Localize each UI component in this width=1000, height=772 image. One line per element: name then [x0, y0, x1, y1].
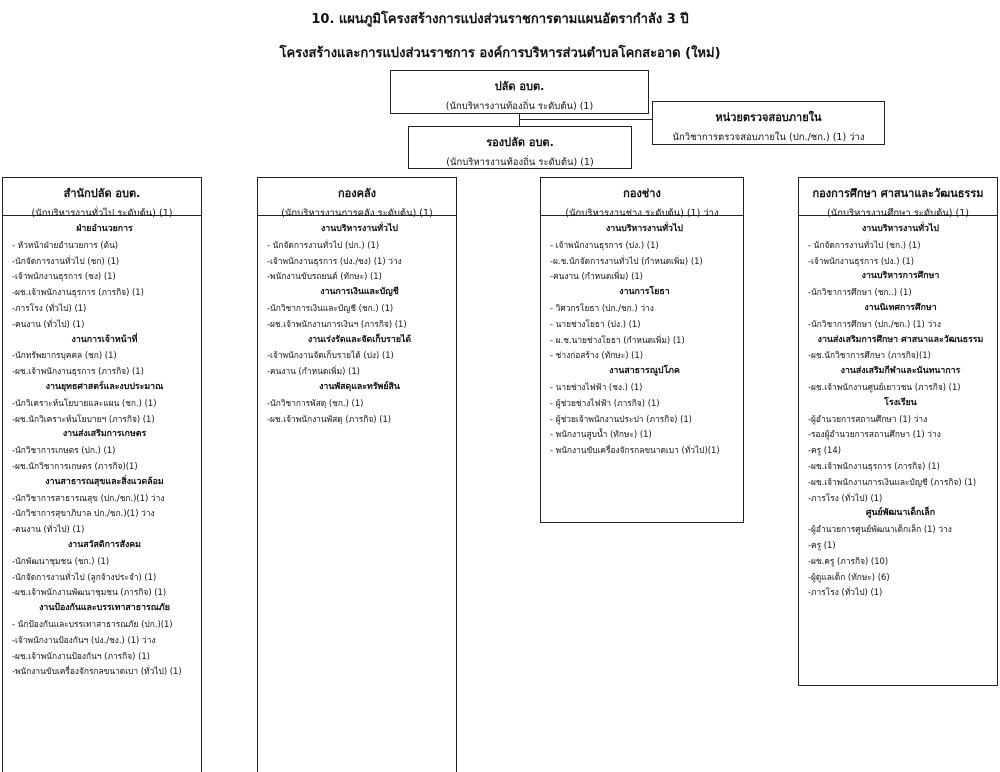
position-item: -ผช.นักวิเคราะห์นโยบายฯ (ภารกิจ) (1) [12, 413, 155, 424]
column-subtitle: (นักบริหารงานศึกษา ระดับต้น) (1) [827, 208, 969, 219]
position-item: -เจ้าพนักงานป้องกันฯ (ปง./ชง.) (1) ว่าง [12, 634, 156, 645]
section-heading: งานบริหารการศึกษา [861, 271, 940, 282]
section-heading: งานยุทธศาสตร์และงบประมาณ [45, 381, 164, 392]
section-heading: โรงเรียน [884, 397, 917, 408]
column-title: กองช่าง [623, 187, 661, 200]
chart-subtitle: โครงสร้างและการแบ่งส่วนราชการ องค์การบริหารส่วนตำบลโคกสะอาด (ใหม่) [279, 46, 721, 61]
section-heading: งานการโยธา [619, 287, 670, 298]
rong-box [408, 126, 632, 169]
column-subtitle: (นักบริหารงานทั่วไป ระดับต้น) (1) [31, 208, 173, 219]
position-item: -ผช.เจ้าพนักงานธุรการ (ภารกิจ) (1) [12, 287, 144, 298]
position-item: -ครู (14) [808, 445, 841, 456]
audit-title: หน่วยตรวจสอบภายใน [715, 111, 822, 124]
section-heading: งานบริหารงานทั่วไป [320, 224, 398, 234]
position-item: -ผช.เจ้าพนักงานธุรการ (ภารกิจ) (1) [12, 366, 144, 377]
position-item: - พนักงานขับเครื่องจักรกลขนาดเบา (ทั่วไป)(1) [550, 445, 720, 456]
position-item: -นักวิชาการศึกษา (ปก./ชก.) (1) ว่าง [808, 318, 941, 329]
section-heading: งานบริหารงานทั่วไป [605, 224, 683, 234]
section-heading: งานเร่งรัดและจัดเก็บรายได้ [307, 334, 412, 345]
position-item: -ผช.เจ้าพนักงานพัสดุ (ภารกิจ) (1) [267, 413, 392, 424]
position-item: -นักพัฒนาชุมชน (ชก.) (1) [12, 555, 110, 566]
rong-title: รองปลัด อบต. [486, 136, 554, 149]
position-item: -ผู้อำนวยการสถานศึกษา (1) ว่าง [808, 413, 928, 424]
section-heading: งานส่งเสริมการศึกษา ศาสนาและวัฒนธรรม [817, 334, 984, 345]
position-item: - นายช่างโยธา (ปง.) (1) [550, 318, 641, 329]
position-item: -คนงาน (ทั่วไป) (1) [12, 318, 85, 329]
position-item: -ผช.นักวิชาการศึกษา (ภารกิจ)(1) [808, 350, 931, 361]
position-item: -ผู้อำนวยการศูนย์พัฒนาเด็กเล็ก (1) ว่าง [808, 524, 952, 535]
position-item: -ภารโรง (ทั่วไป) (1) [808, 492, 883, 503]
position-item: - เจ้าพนักงานธุรการ (ปง.) (1) [550, 239, 659, 250]
rong-sub: (นักบริหารงานท้องถิ่น ระดับต้น) (1) [446, 157, 594, 168]
position-item: -ผช.ครู (ภารกิจ) (10) [808, 555, 889, 566]
position-item: - หัวหน้าฝ่ายอำนวยการ (ต้น) [12, 239, 119, 250]
connector-audit [519, 119, 652, 120]
position-item: -ผ.ช.นักจัดการงานทั่วไป (กำหนดเพิ่ม) (1) [550, 255, 703, 266]
column-title: กองการศึกษา ศาสนาและวัฒนธรรม [812, 187, 984, 200]
column-header [799, 178, 997, 219]
position-item: - วิศวกรโยธา (ปก./ชก.) ว่าง [550, 302, 654, 313]
position-item: -ภารโรง (ทั่วไป) (1) [808, 587, 883, 598]
section-heading: งานนิเทศการศึกษา [864, 302, 937, 313]
column-title: กองคลัง [337, 187, 377, 200]
position-item: -เจ้าพนักงานจัดเก็บรายได้ (ปง) (1) [267, 350, 394, 361]
section-heading: งานสาธารณูปโภค [609, 366, 680, 377]
position-item: -นักจัดการงานทั่วไป (ลูกจ้างประจำ) (1) [12, 571, 157, 582]
column-body [799, 216, 997, 601]
position-item: -คนงาน (ทั่วไป) (1) [12, 524, 85, 535]
position-item: -รองผู้อำนวยการสถานศึกษา (1) ว่าง [808, 429, 941, 440]
position-item: -นักวิชาการสาธารณสุข (ปก./ชก.)(1) ว่าง [12, 492, 165, 503]
palad-box [390, 70, 649, 114]
section-heading: งานส่งเสริมการเกษตร [62, 429, 147, 440]
section-heading: งานสาธารณสุขและสิ่งแวดล้อม [45, 476, 164, 487]
position-item: -นักจัดการงานทั่วไป (ชก) (1) [12, 255, 120, 266]
position-item: -นักวิชาการเงินและบัญชี (ชก.) (1) [267, 302, 394, 313]
position-item: -พนักงานขับเครื่องจักรกลขนาดเบา (ทั่วไป) (1) [12, 666, 182, 677]
connector-palad-rong [519, 114, 520, 126]
position-item: -ผช.นักวิชาการเกษตร (ภารกิจ)(1) [12, 460, 138, 471]
audit-box [652, 101, 885, 145]
section-heading: งานการเจ้าหน้าที่ [71, 334, 138, 345]
position-item: -ผู้ดูแลเด็ก (ทักษะ) (6) [808, 571, 890, 582]
position-item: - พนักงานสูบน้ำ (ทักษะ) (1) [550, 429, 652, 440]
position-item: - นักป้องกันและบรรเทาสาธารณภัย (ปก.)(1) [12, 618, 173, 629]
position-item: -ภารโรง (ทั่วไป) (1) [12, 302, 87, 313]
column-education [798, 177, 998, 686]
column-title: สำนักปลัด อบต. [63, 187, 141, 200]
column-body [3, 216, 201, 680]
position-item: -ผช.เจ้าพนักงานศูนย์เยาวชน (ภารกิจ) (1) [808, 381, 961, 392]
position-item: -ผช.เจ้าพนักงานการเงินและบัญชี (ภารกิจ) (1) [808, 476, 977, 487]
position-item: - ผู้ช่วยช่างไฟฟ้า (ภารกิจ) (1) [550, 397, 660, 408]
position-item: -เจ้าพนักงานธุรการ (ชง) (1) [12, 271, 116, 282]
palad-title: ปลัด อบต. [494, 80, 545, 93]
position-item: - ผ.ช.นายช่างโยธา (กำหนดเพิ่ม) (1) [550, 334, 685, 345]
position-item: -เจ้าพนักงานธุรการ (ปง.) (1) [808, 255, 915, 266]
column-header [258, 178, 456, 219]
position-item: -นักวิชาการสุขาภิบาล ปก./ชก.)(1) ว่าง [12, 508, 155, 519]
section-heading: ศูนย์พัฒนาเด็กเล็ก [865, 508, 936, 519]
position-item: - นายช่างไฟฟ้า (ชง.) (1) [550, 381, 643, 392]
section-heading: งานสวัสดิการสังคม [68, 539, 141, 550]
column-body [541, 216, 743, 459]
position-item: -ครู (1) [808, 539, 836, 550]
position-item: -นักวิชาการศึกษา (ชก..) (1) [808, 287, 912, 298]
column-subtitle: (นักบริหารงานช่าง ระดับต้น) (1) ว่าง [565, 208, 719, 219]
position-item: -คนงาน (กำหนดเพิ่ม) (1) [550, 271, 643, 282]
section-heading: งานป้องกันและบรรเทาสาธารณภัย [39, 603, 170, 614]
section-heading: งานพัสดุและทรัพย์สิน [319, 381, 400, 392]
position-item: - ช่างก่อสร้าง (ทักษะ) (1) [550, 350, 643, 361]
section-heading: งานการเงินและบัญชี [320, 287, 399, 298]
position-item: -นักวิเคราะห์นโยบายและแผน (ชก.) (1) [12, 397, 157, 408]
position-item: -นักวิชาการพัสดุ (ชก.) (1) [267, 397, 364, 408]
position-item: - ผู้ช่วยเจ้าพนักงานประปา (ภารกิจ) (1) [550, 413, 692, 424]
position-item: - นักจัดการงานทั่วไป (ปก.) (1) [267, 239, 380, 250]
position-item: - นักจัดการงานทั่วไป (ชก.) (1) [808, 239, 921, 250]
column-body [258, 216, 456, 427]
position-item: -ผช.เจ้าพนักงานการเงินฯ (ภารกิจ) (1) [267, 318, 407, 329]
chart-title: 10. แผนภูมิโครงสร้างการแบ่งส่วนราชการตามแผนอัตรากำลัง 3 ปี [311, 12, 689, 27]
position-item: -คนงาน (กำหนดเพิ่ม) (1) [267, 366, 360, 377]
position-item: -ผช.เจ้าพนักงานธุรการ (ภารกิจ) (1) [808, 460, 940, 471]
position-item: -ผช.เจ้าพนักงานพัฒนาชุมชน (ภารกิจ) (1) [12, 587, 167, 598]
section-heading: งานส่งเสริมกีฬาและนันทนาการ [840, 366, 961, 377]
column-header [3, 178, 201, 219]
section-heading: ฝ่ายอำนวยการ [76, 224, 133, 234]
position-item: -ผช.เจ้าพนักงานป้องกันฯ (ภารกิจ) (1) [12, 650, 150, 661]
position-item: -พนักงานขับรถยนต์ (ทักษะ) (1) [267, 271, 382, 282]
column-header [541, 178, 743, 219]
position-item: -นักวิชาการเกษตร (ปก.) (1) [12, 445, 116, 456]
position-item: -เจ้าพนักงานธุรการ (ปง./ชง) (1) ว่าง [267, 255, 402, 266]
column-finance [257, 177, 457, 772]
column-subtitle: (นักบริหารงานการคลัง ระดับต้น) (1) [281, 208, 433, 219]
palad-sub: (นักบริหารงานท้องถิ่น ระดับต้น) (1) [445, 101, 594, 112]
column-office [2, 177, 202, 772]
audit-sub: นักวิชาการตรวจสอบภายใน (ปก./ชก.) (1) ว่าง [672, 132, 865, 143]
column-engineering [540, 177, 744, 523]
position-item: -นักทรัพยากรบุคคล (ชก) (1) [12, 350, 117, 361]
section-heading: งานบริหารงานทั่วไป [861, 224, 939, 234]
